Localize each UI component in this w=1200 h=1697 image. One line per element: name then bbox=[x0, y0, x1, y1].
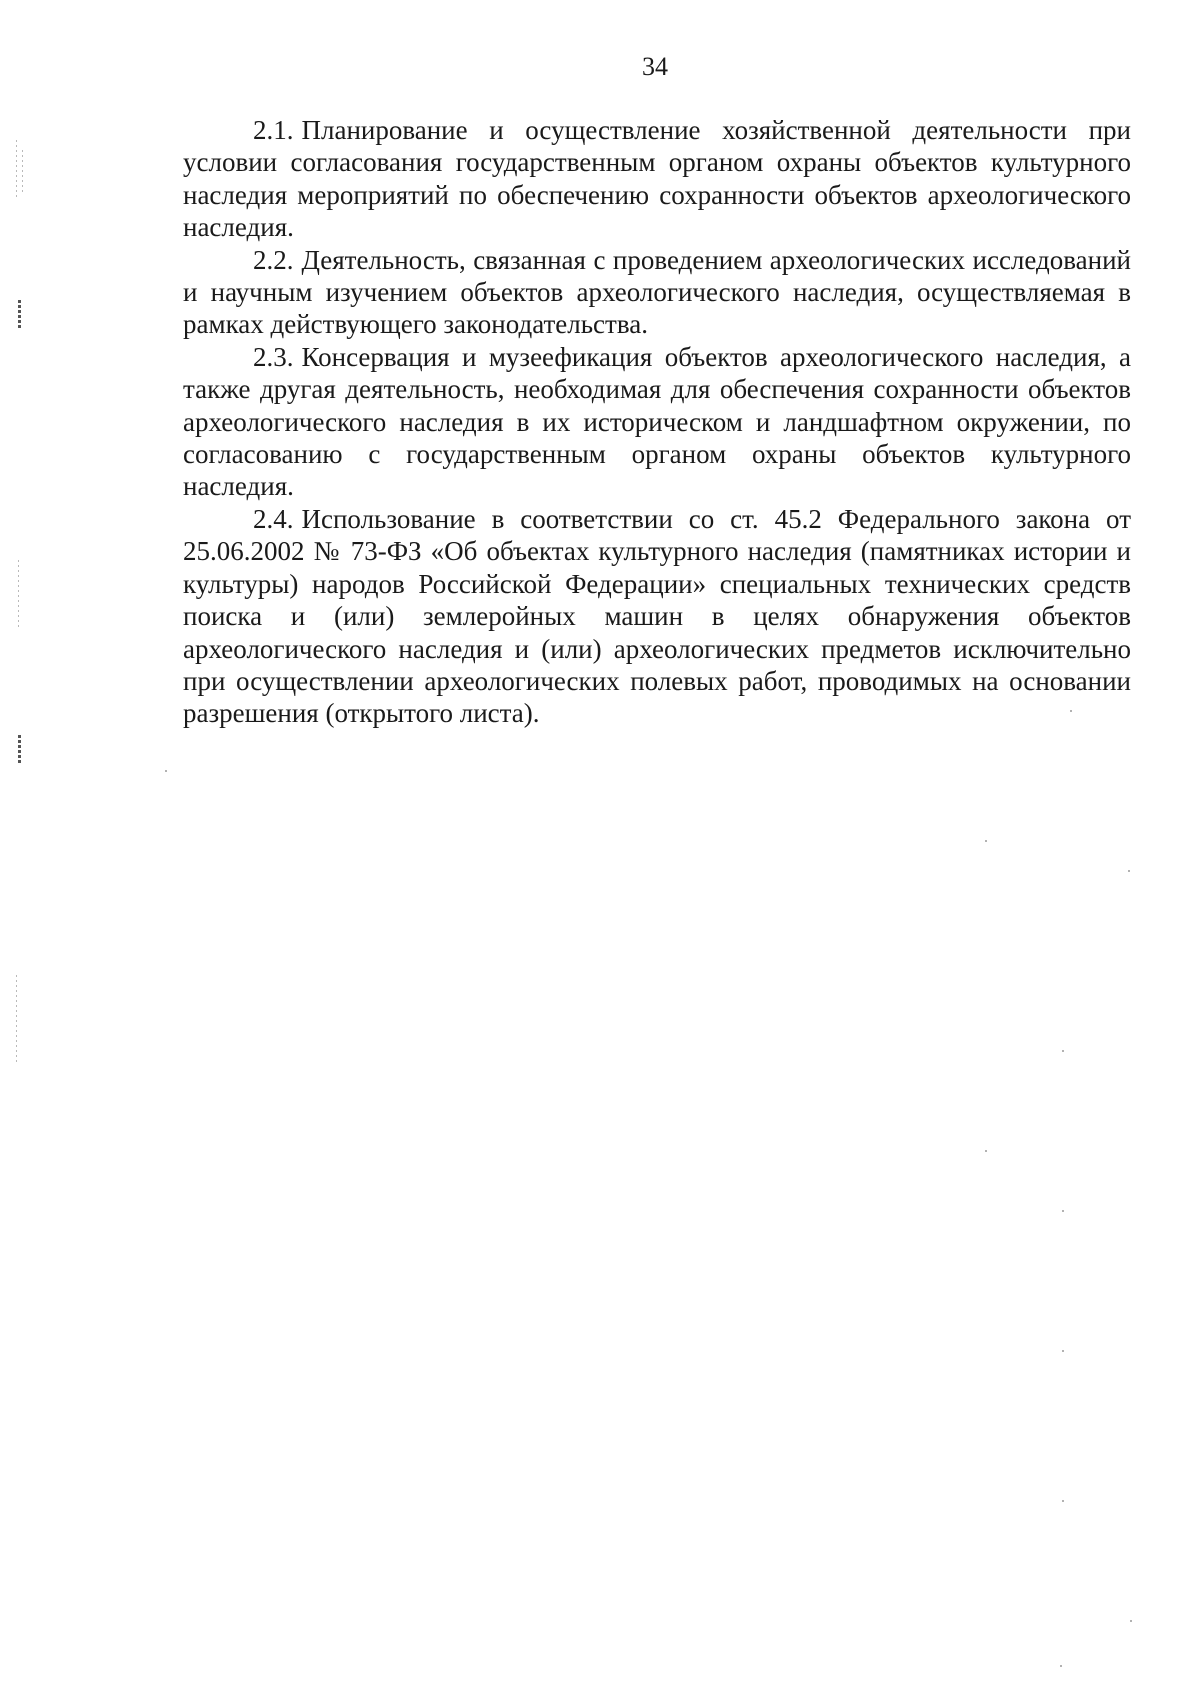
scan-artifact bbox=[18, 300, 21, 330]
scan-artifact bbox=[1062, 1210, 1064, 1212]
scan-artifact bbox=[16, 140, 17, 200]
scan-artifact bbox=[22, 150, 23, 195]
paragraph-number: 2.2. bbox=[253, 244, 294, 275]
paragraph-number: 2.3. bbox=[253, 341, 294, 372]
scan-artifact bbox=[1062, 1350, 1064, 1352]
paragraph-text: Консервация и музеефикация объектов археологического наследия, а также другая деятельность, необходимая для обеспечения сохранности объектов археологического наследия в их историческом и ландшафтном окружении, по согласованию с государственным органом охраны объектов культурного наследия. bbox=[183, 341, 1131, 502]
scan-artifact bbox=[1062, 1050, 1064, 1052]
paragraph-text: Использование в соответствии со ст. 45.2 Федерального закона от 25.06.2002 № 73-ФЗ «Об объектах культурного наследия (памятниках истории и культуры) народов Российской Федерации» специальных технических средств поиска и (или) землеройных машин в целях обнаружения объектов археологического наследия и (или) археологических предметов исключительно при осуществлении археологических полевых работ, проводимых на основании разрешения (открытого листа). bbox=[183, 503, 1131, 729]
paragraph-2-3 bbox=[183, 341, 1131, 503]
scan-artifact bbox=[1070, 710, 1072, 712]
scan-artifact bbox=[1130, 1620, 1132, 1622]
scan-artifact bbox=[1060, 1665, 1062, 1667]
paragraph-number: 2.4. bbox=[253, 503, 294, 534]
page-number: 34 bbox=[642, 52, 668, 81]
scan-artifact bbox=[1128, 870, 1130, 872]
paragraph-number: 2.1. bbox=[253, 115, 294, 145]
document-body bbox=[183, 114, 1131, 730]
scan-artifact bbox=[985, 840, 987, 842]
scan-artifact bbox=[16, 975, 17, 1065]
scan-artifact bbox=[985, 1150, 987, 1152]
scan-artifact bbox=[18, 560, 19, 630]
paragraph-2-1 bbox=[183, 114, 1131, 244]
scan-artifact bbox=[1062, 1500, 1064, 1502]
paragraph-2-4 bbox=[183, 503, 1131, 730]
scan-artifact bbox=[18, 735, 21, 765]
scan-artifact bbox=[165, 770, 167, 772]
paragraph-text: Планирование и осуществление хозяйственной деятельности при условии согласования государственным органом охраны объектов культурного наследия мероприятий по обеспечению сохранности объектов археологического наследия. bbox=[183, 115, 1131, 243]
paragraph-text: Деятельность, связанная с проведением археологических исследований и научным изучением объектов археологического наследия, осуществляемая в рамках действующего законодательства. bbox=[183, 244, 1131, 340]
paragraph-2-2 bbox=[183, 244, 1131, 341]
